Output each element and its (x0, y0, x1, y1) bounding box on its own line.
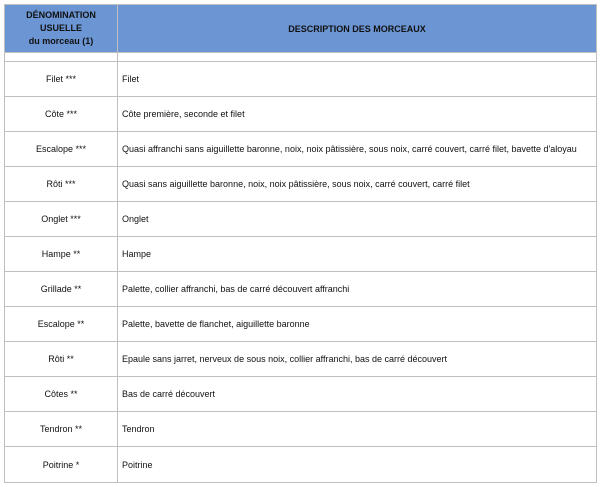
cut-name: Poitrine * (5, 447, 118, 483)
cut-name: Escalope ** (5, 307, 118, 342)
cut-description: Bas de carré découvert (118, 377, 597, 412)
spacer-row (5, 53, 597, 62)
cut-name: Hampe ** (5, 237, 118, 272)
table-row (5, 342, 597, 377)
table-row (5, 132, 597, 167)
cut-name: Onglet *** (5, 202, 118, 237)
table-row (5, 62, 597, 97)
cut-name: Escalope *** (5, 132, 118, 167)
cut-description: Onglet (118, 202, 597, 237)
table-row (5, 307, 597, 342)
cut-description: Quasi affranchi sans aiguillette baronne, noix, noix pâtissière, sous noix, carré couvert, carré filet, bavette d'aloyau (118, 132, 597, 167)
table-row (5, 202, 597, 237)
header-denomination (5, 5, 118, 53)
cut-name: Côte *** (5, 97, 118, 132)
header-row (5, 5, 597, 53)
header-denomination-line1: DÉNOMINATION USUELLE (26, 10, 96, 33)
table-row (5, 412, 597, 447)
cut-name: Rôti ** (5, 342, 118, 377)
table-row (5, 447, 597, 483)
header-description: DESCRIPTION DES MORCEAUX (118, 5, 597, 53)
table-row (5, 167, 597, 202)
cut-description: Palette, collier affranchi, bas de carré découvert affranchi (118, 272, 597, 307)
table-row (5, 377, 597, 412)
cut-description: Palette, bavette de flanchet, aiguillette baronne (118, 307, 597, 342)
cut-name: Filet *** (5, 62, 118, 97)
cut-description: Côte première, seconde et filet (118, 97, 597, 132)
cut-description: Poitrine (118, 447, 597, 483)
header-denomination-line2: du morceau (1) (28, 36, 94, 46)
table-row (5, 97, 597, 132)
table-row (5, 237, 597, 272)
cut-name: Tendron ** (5, 412, 118, 447)
cut-description: Filet (118, 62, 597, 97)
cut-description: Tendron (118, 412, 597, 447)
table-row (5, 272, 597, 307)
cut-description: Quasi sans aiguillette baronne, noix, noix pâtissière, sous noix, carré couvert, carré filet (118, 167, 597, 202)
meat-cuts-table (4, 4, 597, 483)
cut-name: Côtes ** (5, 377, 118, 412)
cut-description: Epaule sans jarret, nerveux de sous noix, collier affranchi, bas de carré découvert (118, 342, 597, 377)
cut-name: Grillade ** (5, 272, 118, 307)
cut-description: Hampe (118, 237, 597, 272)
cut-name: Rôti *** (5, 167, 118, 202)
